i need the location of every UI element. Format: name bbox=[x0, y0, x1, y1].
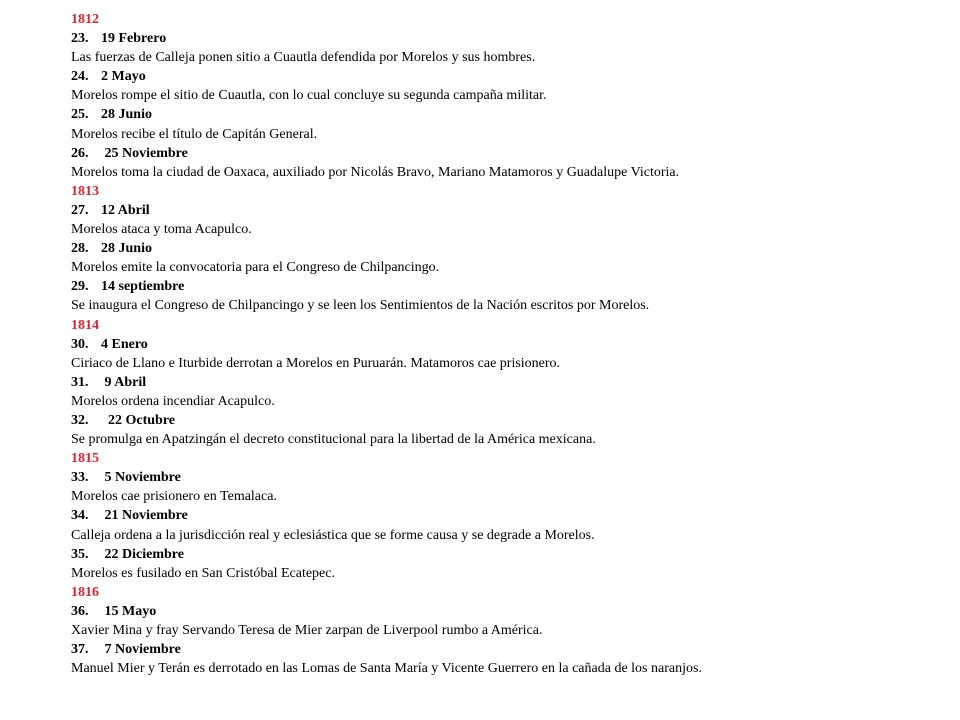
entry-date: 25 Noviembre bbox=[101, 145, 188, 161]
entry-number: 27. bbox=[71, 202, 89, 218]
entry-text-23: Las fuerzas de Calleja ponen sitio a Cuautla defendida por Morelos y sus hombres. bbox=[71, 50, 536, 66]
entry-heading-31 bbox=[71, 373, 951, 392]
entry-date: 4 Enero bbox=[101, 336, 148, 352]
year-heading-1812: 1812 bbox=[71, 12, 99, 27]
entry-number: 24. bbox=[71, 69, 89, 85]
entry-heading-23 bbox=[71, 29, 951, 48]
entry-heading-35 bbox=[71, 545, 951, 564]
entry-number: 36. bbox=[71, 603, 89, 619]
entry-date: 15 Mayo bbox=[101, 603, 157, 619]
entry-number: 31. bbox=[71, 374, 89, 390]
entry-date: 19 Febrero bbox=[101, 31, 167, 47]
entry-heading-32 bbox=[71, 411, 951, 430]
entry-text-30: Ciriaco de Llano e Iturbide derrotan a Morelos en Puruarán. Matamoros cae prisionero. bbox=[71, 355, 561, 371]
entry-heading-36 bbox=[71, 602, 951, 621]
entry-heading-25 bbox=[71, 105, 951, 124]
entry-heading-34 bbox=[71, 506, 951, 525]
year-heading-1816: 1816 bbox=[71, 584, 99, 600]
entry-number: 23. bbox=[71, 31, 89, 47]
entry-date: 22 Diciembre bbox=[101, 546, 184, 562]
entry-text-33: Morelos cae prisionero en Temalaca. bbox=[71, 489, 277, 505]
entry-number: 35. bbox=[71, 546, 89, 562]
year-heading-1814: 1814 bbox=[71, 317, 99, 333]
year-heading-1813: 1813 bbox=[71, 183, 99, 199]
entry-date: 9 Abril bbox=[101, 374, 147, 390]
entry-date: 7 Noviembre bbox=[101, 642, 181, 658]
entry-text-34: Calleja ordena a la jurisdicción real y eclesiástica que se forme causa y se degrade a Morelos. bbox=[71, 527, 595, 543]
entry-date: 5 Noviembre bbox=[101, 470, 181, 486]
entry-number: 28. bbox=[71, 241, 89, 257]
entry-number: 25. bbox=[71, 107, 89, 123]
entry-number: 29. bbox=[71, 279, 89, 295]
entry-text-25: Morelos recibe el título de Capitán General. bbox=[71, 126, 318, 142]
entry-date: 14 septiembre bbox=[101, 279, 185, 295]
entry-text-32: Se promulga en Apatzingán el decreto constitucional para la libertad de la América mexicana. bbox=[71, 432, 596, 448]
timeline bbox=[71, 10, 951, 678]
entry-heading-29 bbox=[71, 277, 951, 296]
entry-date: 22 Octubre bbox=[101, 412, 176, 428]
year-heading-1815: 1815 bbox=[71, 451, 99, 467]
entry-heading-28 bbox=[71, 239, 951, 258]
entry-heading-24 bbox=[71, 67, 951, 86]
entry-text-36: Xavier Mina y fray Servando Teresa de Mier zarpan de Liverpool rumbo a América. bbox=[71, 623, 543, 638]
entry-text-35: Morelos es fusilado en San Cristóbal Ecatepec. bbox=[71, 565, 335, 581]
entry-number: 32. bbox=[71, 412, 89, 428]
entry-text-29: Se inaugura el Congreso de Chilpancingo y se leen los Sentimientos de la Nación escritos por Morelos. bbox=[71, 298, 650, 314]
entry-number: 37. bbox=[71, 642, 89, 658]
entry-heading-26 bbox=[71, 144, 951, 163]
entry-text-27: Morelos ataca y toma Acapulco. bbox=[71, 222, 252, 238]
entry-text-24: Morelos rompe el sitio de Cuautla, con lo cual concluye su segunda campaña militar. bbox=[71, 88, 547, 104]
entry-text-31: Morelos ordena incendiar Acapulco. bbox=[71, 393, 275, 409]
entry-text-28: Morelos emite la convocatoria para el Congreso de Chilpancingo. bbox=[71, 260, 440, 276]
entry-heading-37 bbox=[71, 640, 951, 659]
entry-heading-30 bbox=[71, 335, 951, 354]
entry-text-26: Morelos toma la ciudad de Oaxaca, auxiliado por Nicolás Bravo, Mariano Matamoros y Guadalupe Victoria. bbox=[71, 164, 680, 180]
entry-number: 34. bbox=[71, 508, 89, 524]
entry-heading-33 bbox=[71, 468, 951, 487]
entry-text-37: Manuel Mier y Terán es derrotado en las Lomas de Santa María y Vicente Guerrero en la cañada de los naranjos. bbox=[71, 661, 702, 677]
entry-number: 33. bbox=[71, 470, 89, 486]
entry-number: 26. bbox=[71, 145, 89, 161]
entry-date: 21 Noviembre bbox=[101, 508, 188, 524]
entry-heading-27 bbox=[71, 201, 951, 220]
entry-date: 28 Junio bbox=[101, 107, 152, 123]
entry-date: 12 Abril bbox=[101, 202, 150, 218]
entry-number: 30. bbox=[71, 336, 89, 352]
entry-date: 28 Junio bbox=[101, 241, 152, 257]
entry-date: 2 Mayo bbox=[101, 69, 146, 85]
